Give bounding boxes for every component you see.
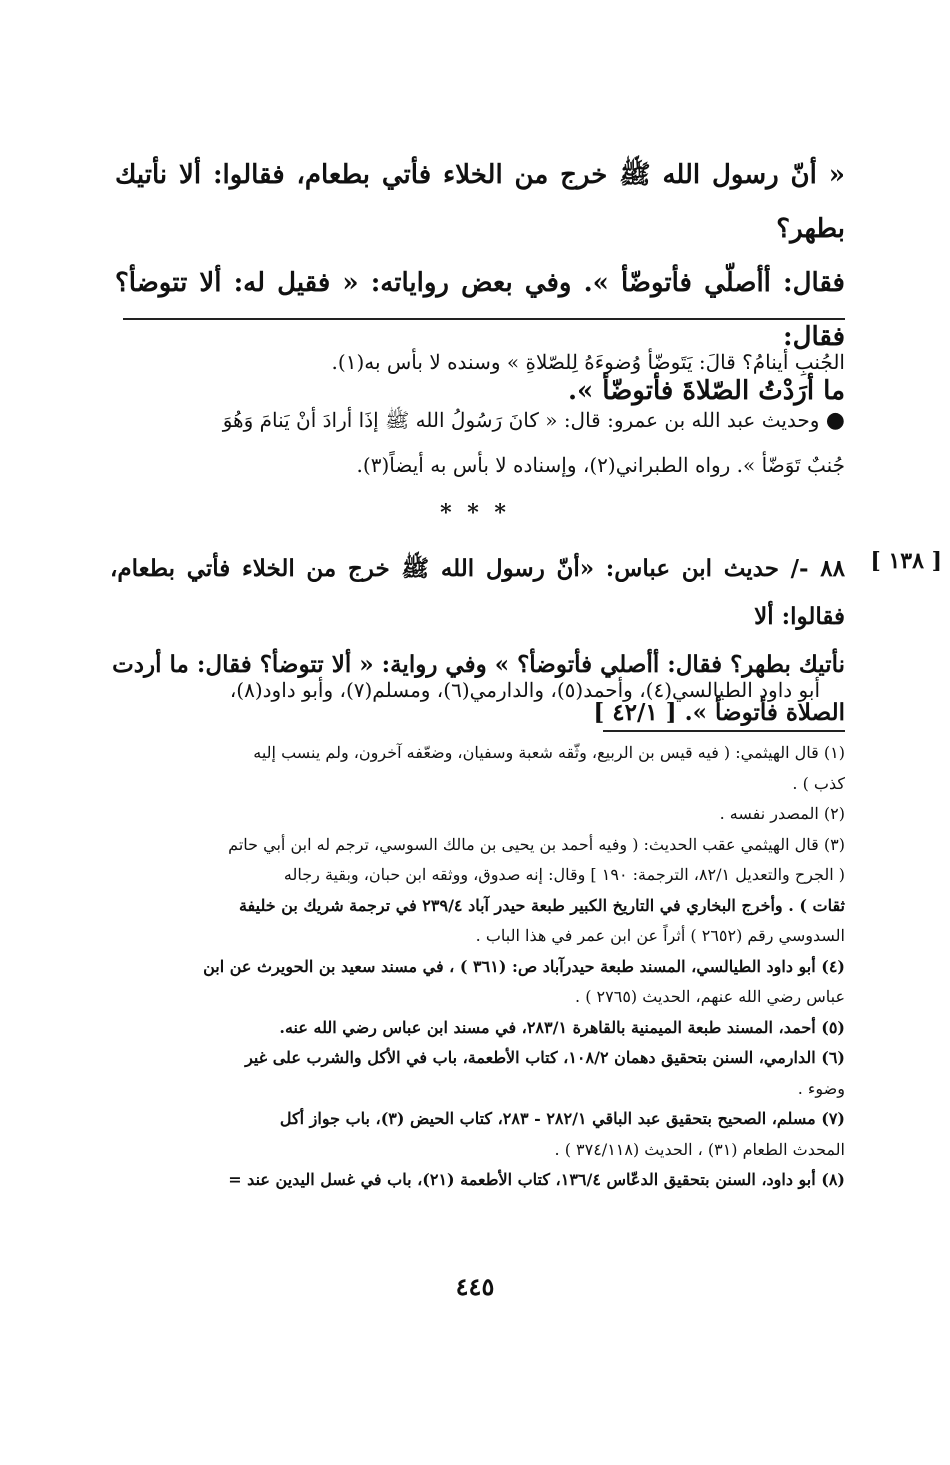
footnote-line: (١) قال الهيثمي: ( فيه قيس بن الربيع، وثّقه شعبة وسفيان، وضعّفه آخرون، ولم ينسب إليه [253, 743, 845, 762]
footnote-line: (٧) مسلم، الصحيح بتحقيق عبد الباقي ٢٨٢/١ - ٢٨٣، كتاب الحيض (٣)، باب جواز أكل [279, 1109, 845, 1128]
note-line: الجُنبِ أينامُ؟ قالَ: يَتَوضّأ وُضوءَهُ لِلصّلاةِ » وسنده لا بأس به(١). [331, 350, 845, 374]
footnote-line: المحدث الطعام (٣١) ، الحديث (٣٧٤/١١٨ ) . [554, 1139, 845, 1159]
footnote-line: السدوسي رقم (٢٦٥٢ ) أثراً عن ابن عمر في هذا الباب . [475, 926, 845, 945]
footnote-line: عباس رضي الله عنهم، الحديث (٢٧٦٥ ) . [575, 987, 845, 1006]
entry-number: [ ١٣٨ ] [870, 548, 942, 574]
quote-line: « أنّ رسول الله ﷺ خرج من الخلاء فأتي بطعام، فقالوا: ألا نأتيك بطهر؟ [115, 160, 845, 244]
hadith-line: الصلاة فأتوضأ ». [ ٤٢/١ ] [593, 699, 845, 726]
sources-paragraph [110, 672, 820, 708]
footnote-line: (٢) المصدر نفسه . [719, 804, 845, 823]
footnote-line: (٥) أحمد، المسند طبعة الميمنية بالقاهرة ٢٨٣/١، في مسند ابن عباس رضي الله عنه. [279, 1017, 845, 1037]
sources-line: أبو داود الطيالسي(٤)، وأحمد(٥)، والدارمي(٦)، ومسلم(٧)، وأبو داود(٨)، [229, 678, 820, 702]
page-number: ٤٤٥ [455, 1272, 495, 1301]
footnote-divider [603, 730, 845, 732]
footnote-line: (٣) قال الهيثمي عقب الحديث: ( وفيه أحمد بن يحيى بن مالك السوسي، ترجم له ابن أبي حاتم [228, 834, 845, 854]
spacer [110, 384, 845, 398]
hadith-entry [110, 545, 845, 737]
footnote-line: (٨) أبو داود، السنن بتحقيق الدعّاس ١٣٦/٤، كتاب الأطعمة (٢١)، باب في غسل اليدين عند = [228, 1170, 845, 1189]
footnote-line: كذب ) . [792, 773, 845, 793]
footnote-line: ثقات ) . وأخرج البخاري في التاريخ الكبير طبعة حيدر آباد ٢٣٩/٤ في ترجمة شريك بن خليفة [238, 895, 845, 915]
footnote-line: ( الجرح والتعديل ٨٢/١، الترجمة: ١٩٠ ] وقال: إنه صدوق، ووثقه ابن حبان، وبقية رجاله [283, 865, 845, 884]
footnotes [110, 738, 845, 1196]
note-line: جُنبٌ تَوَضّأ ». رواه الطبراني(٢)، وإسناده لا بأس به أيضاً(٣). [356, 453, 845, 477]
hadith-line: ٨٨ -/ حديث ابن عباس: «أنّ رسول الله ﷺ خرج من الخلاء فأتي بطعام، فقالوا: ألا [110, 555, 845, 630]
quote-line: فقال: أأصلّي فأتوضّأ ». وفي بعض رواياته: « فقيل له: ألا تتوضأ؟ فقال: [115, 268, 845, 352]
quote-line: ما أرَدْتُ الصّلاةَ فأتوضّأ ». [567, 376, 845, 406]
bullet-icon: ● [825, 408, 845, 433]
footnote-line: (٤) أبو داود الطيالسي، المسند طبعة حيدرآباد ص: (٣٦١ ) ، في مسند سعيد بن الحويرث عن ابن [203, 956, 845, 976]
previous-entry-notes [110, 340, 845, 487]
section-separator: * * * [440, 500, 510, 526]
footnote-line: (٦) الدارمي، السنن بتحقيق دهمان ١٠٨/٢، كتاب الأطعمة، باب في الأكل والشرب على غير [245, 1048, 845, 1067]
note-text: وحديث عبد الله بن عمرو: قال: « كانَ رَسُولُ الله ﷺ إذَا أرادَ أنْ يَنامَ وَهُوَ [222, 408, 820, 432]
hadith-line: نأتيك بطهر؟ فقال: أأصلي فأتوضأ؟ » وفي رواية: « ألا تتوضأ؟ فقال: ما أردت [112, 651, 845, 678]
note-line [110, 398, 845, 443]
section-divider [123, 318, 845, 320]
footnote-line: وضوء . [797, 1078, 845, 1098]
